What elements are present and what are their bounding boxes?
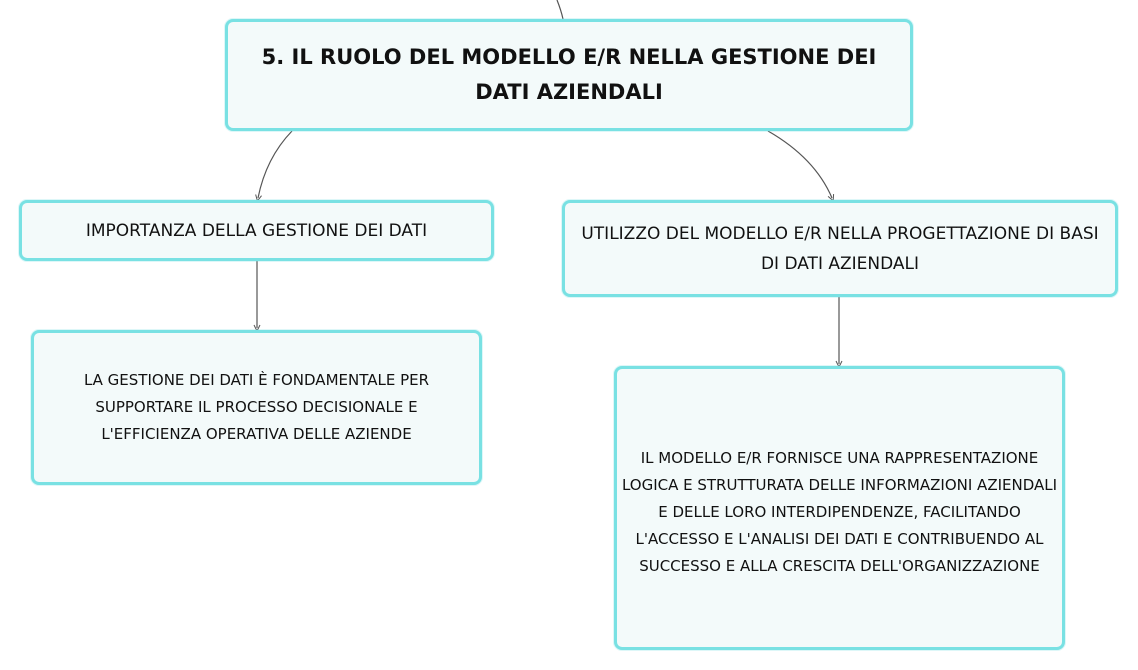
connector-root-to-left xyxy=(258,131,292,198)
root-topic-text: 5. IL RUOLO DEL MODELLO E/R NELLA GESTIONE DEI DATI AZIENDALI xyxy=(261,45,877,104)
connector-root-to-right xyxy=(768,131,832,198)
detail-text-usage: IL MODELLO E/R FORNISCE UNA RAPPRESENTAZIONE LOGICA E STRUTTURATA DELLE INFORMAZIONI AZIENDALI E DELLE LORO INTERDIPENDENZE, FACILITANDO L'ACCESSO E L'ANALISI DEI DATI E CONTRIBUENDO AL SUCCESSO E ALLA CRESCITA DELL'ORGANIZZAZIONE xyxy=(621,448,1058,575)
subtopic-node-usage[interactable] xyxy=(562,200,1118,297)
connector-incoming xyxy=(557,0,563,19)
root-topic-node[interactable] xyxy=(225,19,913,131)
detail-node-usage[interactable] xyxy=(614,366,1065,650)
detail-text-importance: LA GESTIONE DEI DATI È FONDAMENTALE PER SUPPORTARE IL PROCESSO DECISIONALE E L'EFFICIENZA OPERATIVA DELLE AZIENDE xyxy=(83,371,430,443)
subtopic-text-importance: IMPORTANZA DELLA GESTIONE DEI DATI xyxy=(85,220,428,241)
detail-node-importance[interactable] xyxy=(31,330,482,485)
subtopic-text-usage: UTILIZZO DEL MODELLO E/R NELLA PROGETTAZIONE DI BASI DI DATI AZIENDALI xyxy=(581,223,1099,274)
subtopic-node-importance[interactable] xyxy=(19,200,494,261)
